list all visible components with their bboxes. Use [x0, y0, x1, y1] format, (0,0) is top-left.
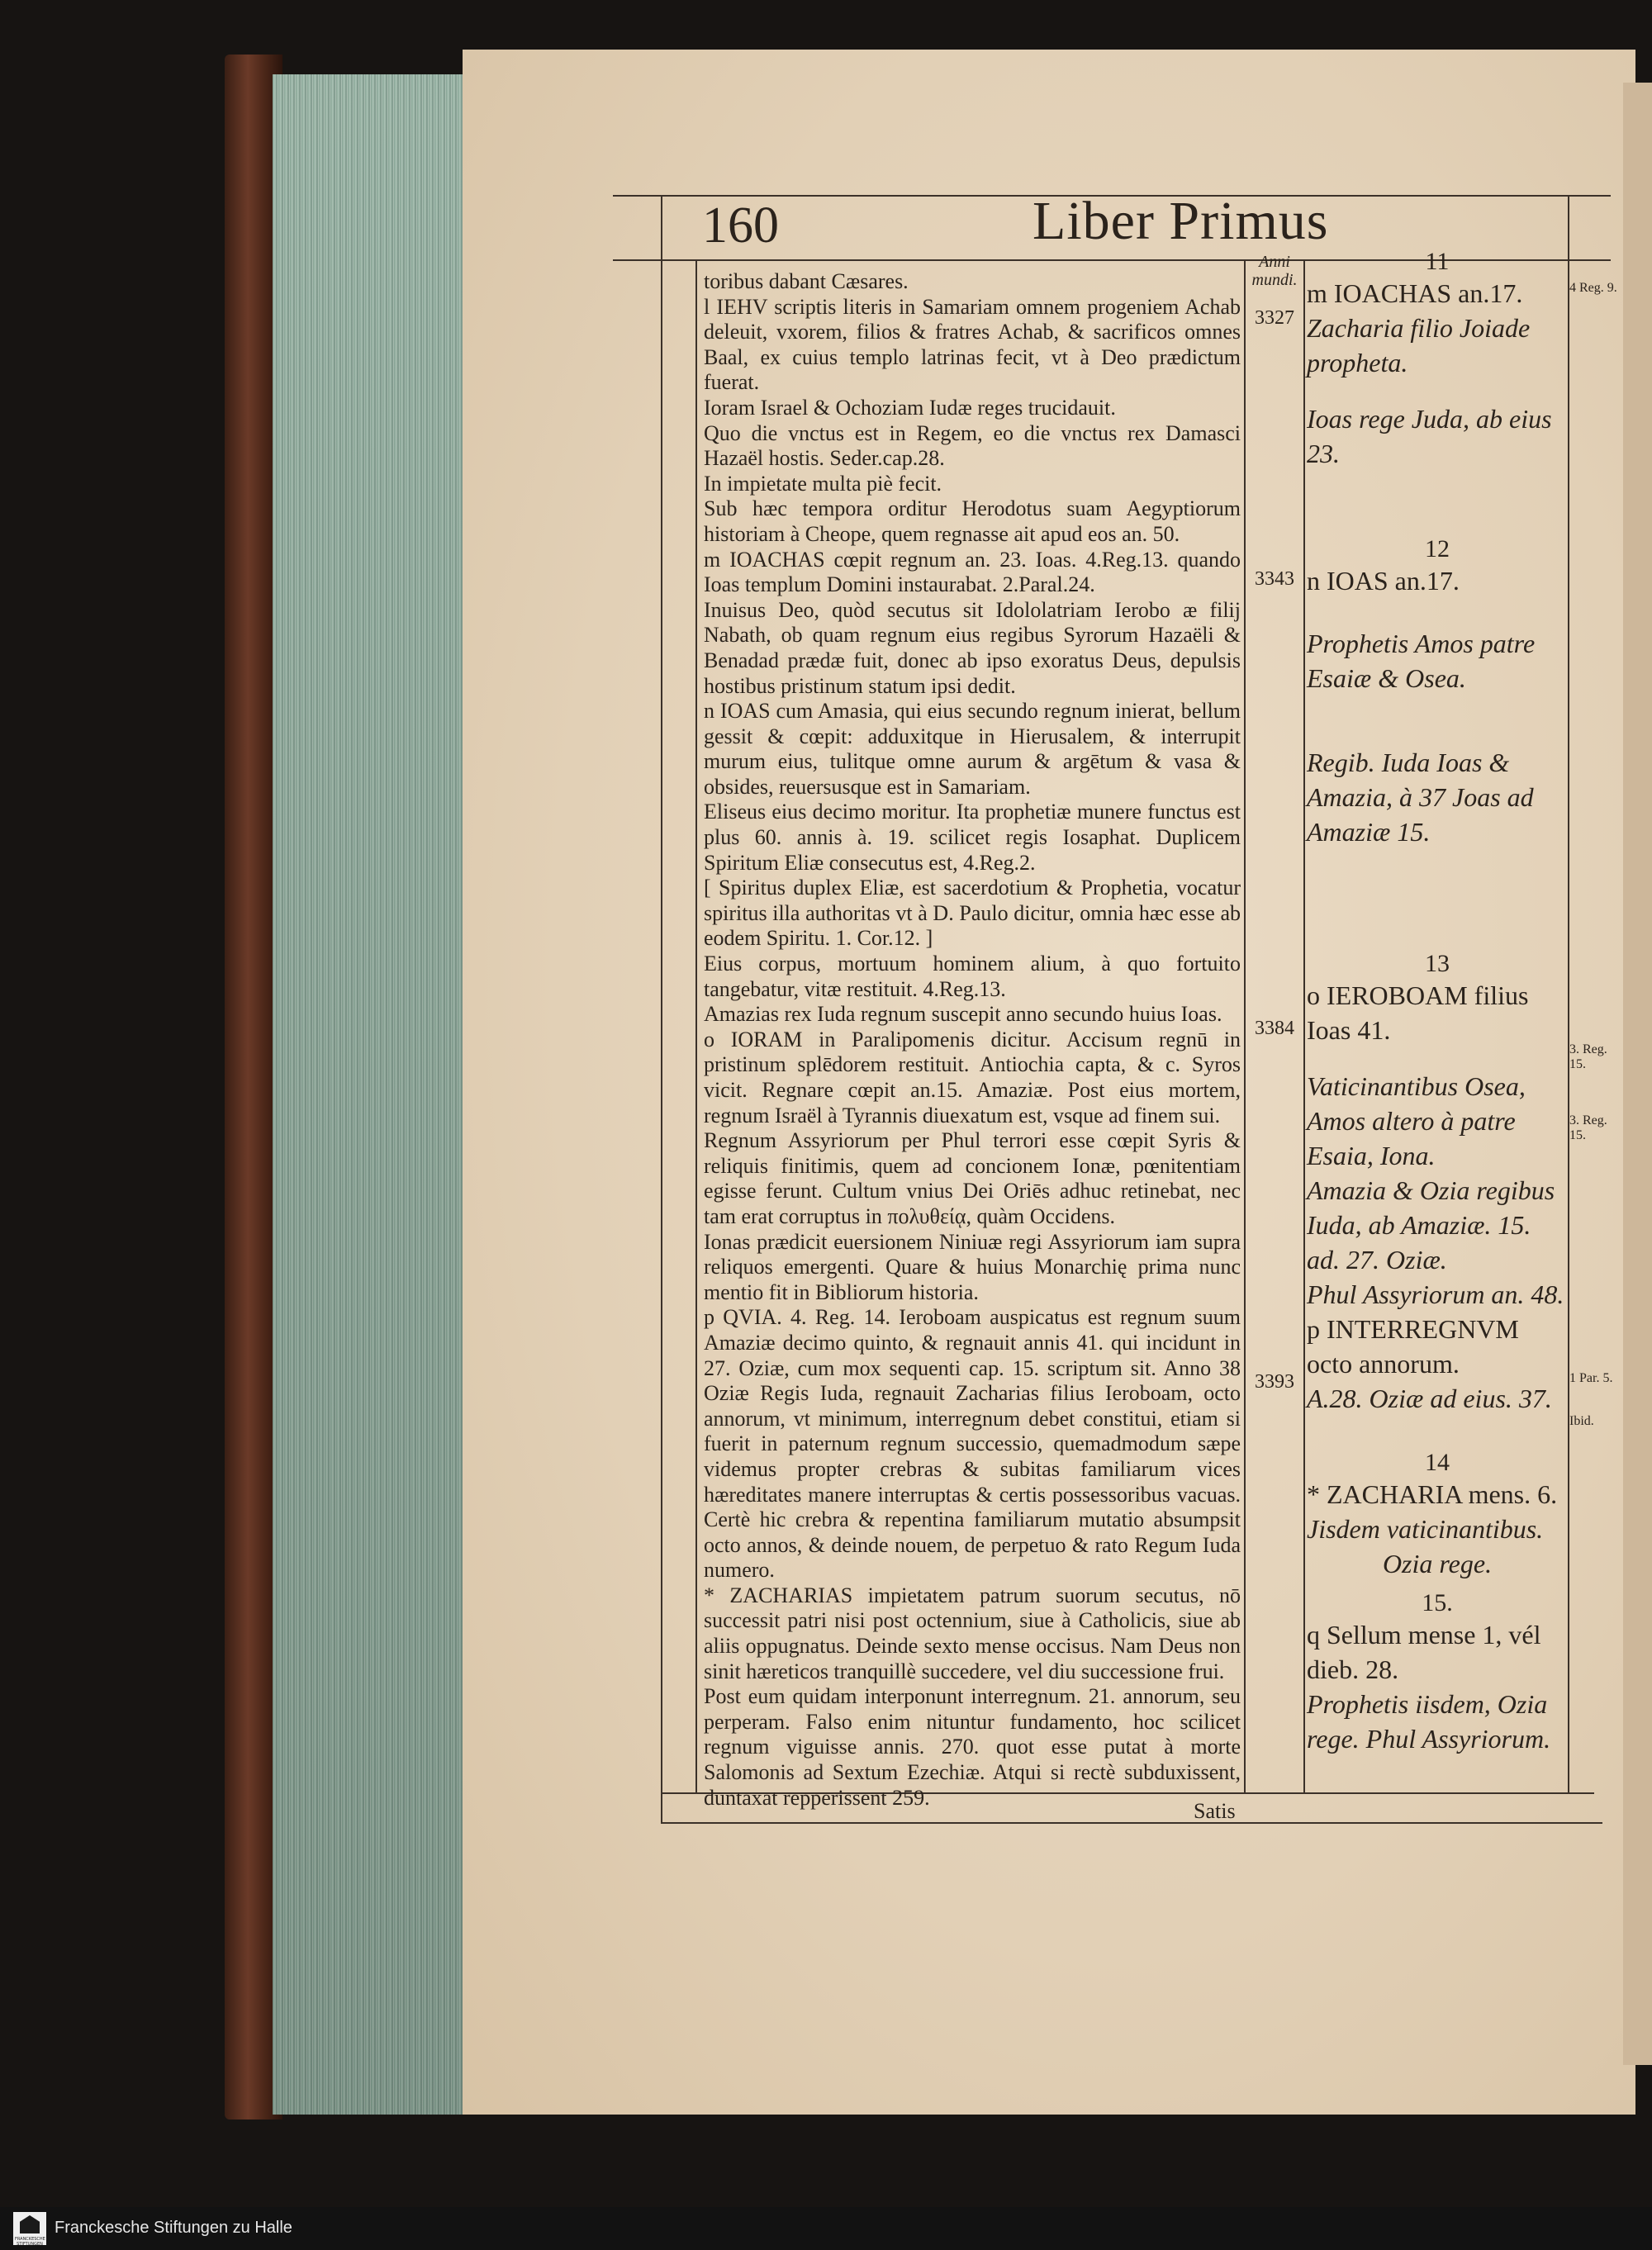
paragraph: p QVIA. 4. Reg. 14. Ieroboam auspicatus est regnum suum Amaziæ decimo quinto, & regnauit annis 41. qui incidunt in 27. Oziæ, cum mox sequenti cap. 15. scriptum sit. Anno 38 Oziæ Regis Iuda, regnauit Zacharias filius Ieroboam, octo annorum, vt minimum, interregnum debet constitui, etiam si fuerit in paternum regnum successio, quemadmodum sæpe videmus propter crebras & subitas familiarum vices hæreditates manere interruptas & certis possessoribus vacuas. Certè hic crebra & repentina familiarum mutatio absumpsit octo annos, & deinde nouem, de perpetuo & rato Regum Iuda numero. — [704, 1305, 1241, 1583]
main-text-column — [704, 269, 1241, 1811]
paragraph: Sub hæc tempora orditur Herodotus suam Aegyptiorum historiam à Cheope, quem regnasse ait apud eos an. 50. — [704, 496, 1241, 546]
reign-number: 14 — [1425, 1449, 1450, 1476]
margin-note: Ibid. — [1569, 1414, 1594, 1428]
logo-caption: FRANCKESCHE STIFTUNGEN — [15, 2237, 45, 2247]
paragraph: Inuisus Deo, quòd secutus sit Idololatriam Ierobo æ filij Nabath, ob quam regnum eius regibus Syrorum Hazaëli & Benadad prædæ fuit, donec ab ipso exoratus Deus, depulsis hostibus pristinum statum ipsi dedit. — [704, 597, 1241, 698]
year-label: 3393 — [1255, 1371, 1294, 1393]
reign-note: Prophetis iisdem, Ozia rege. Phul Assyriorum. — [1307, 1689, 1551, 1754]
page-block-edges — [273, 74, 471, 2115]
paragraph: * ZACHARIAS impietatem patrum suorum secutus, nō successit patri nisi post octennium, siue à Catholicis, siue ab aliis oppugnatus. Deinde sexto mense occisus. Nam Deus non sinit hæreticos tranquillè succedere, vel diu successione frui. — [704, 1583, 1241, 1683]
reign-note: A.28. Oziæ ad eius. 37. — [1307, 1384, 1552, 1413]
footer-bar — [0, 2207, 1652, 2250]
reign-number: 12 — [1425, 535, 1450, 562]
bottom-rule — [661, 1822, 1602, 1824]
reign-entry: m IOACHAS an.17. — [1307, 278, 1523, 308]
reign-entry: o IEROBOAM filius Ioas 41. — [1307, 980, 1529, 1045]
reign-entry: p INTERREGNVM octo annorum. — [1307, 1314, 1519, 1379]
reign-number: 15. — [1422, 1589, 1453, 1616]
reign-number: 13 — [1425, 950, 1450, 977]
institution-name: Franckesche Stiftungen zu Halle — [55, 2219, 292, 2237]
reign-note: Phul Assyriorum an. 48. — [1307, 1279, 1564, 1309]
reign-note: Vaticinantibus Osea, Amos altero à patre Esaia, Iona. — [1307, 1071, 1526, 1170]
paragraph: Ionas prædicit euersionem Niniuæ regi Assyriorum iam supra reliquos emergenti. Quare & huius Monarchię prima nunc mentio fit in Bibliorum historia. — [704, 1229, 1241, 1304]
logo-mark-icon — [20, 2215, 40, 2233]
paragraph: In impietate multa piè fecit. — [704, 471, 942, 496]
margin-note: 1 Par. 5. — [1569, 1371, 1613, 1385]
page-number: 160 — [702, 197, 779, 254]
year-label: 3327 — [1255, 307, 1294, 329]
reign-block-13 — [1307, 950, 1568, 1416]
paragraph: l IEHV scriptis literis in Samariam omnem progeniem Achab deleuit, vxorem, filios & fratres Achab, & sacrificos omnes Baal, ex cuius templo latrinas fecit, vt à Deo prædictum fuerat. — [704, 294, 1241, 395]
paragraph: m IOACHAS cœpit regnum an. 23. Ioas. 4.Reg.13. quando Ioas templum Domini instaurabat. 2.Paral.24. — [704, 547, 1241, 597]
reign-note: Regib. Iuda Ioas & Amazia, à 37 Joas ad Amaziæ 15. — [1307, 748, 1534, 847]
reign-note: Jisdem vaticinantibus. — [1307, 1514, 1544, 1544]
reign-block-14 — [1307, 1449, 1568, 1581]
paragraph: toribus dabant Cæsares. — [704, 269, 909, 293]
paragraph: Regnum Assyriorum per Phul terrori esse cœpit Syris & reliquis finitimis, quem ad concionem Ionæ, pœnitentiam egisse ferunt. Cultum vnius Dei Oriēs adhuc retinebat, nec tam erat corruptus in πολυθείᾳ, quàm Occidens. — [704, 1128, 1241, 1228]
paragraph: [ Spiritus duplex Eliæ, est sacerdotium & Prophetia, vocatur spiritus illa authoritas vt à D. Paulo dicitur, omnia hæc esse ab eodem Spiritu. 1. Cor.12. ] — [704, 876, 1241, 951]
margin-note: 3. Reg. 15. — [1569, 1113, 1607, 1142]
side-right-rule — [1568, 195, 1569, 1792]
paragraph: Amazias rex Iuda regnum suscepit anno secundo huius Ioas. — [704, 1002, 1222, 1027]
reign-block-11 — [1307, 248, 1568, 471]
year-label: 3343 — [1255, 568, 1294, 590]
paragraph: Eius corpus, mortuum hominem alium, à quo fortuito tangebatur, vitæ restituit. 4.Reg.13. — [704, 952, 1241, 1001]
reign-note: Zacharia filio Joiade propheta. — [1307, 313, 1531, 377]
paragraph: Post eum quidam interponunt interregnum. 21. annorum, seu perperam. Falso enim nituntur fundamento, hoc scilicet regnum viguisse annis. 270. quot esse putat à morte Salomonis ad Sextum Ezechiæ. Atqui si rectè subduxissent, duntaxat repperissent 259. — [704, 1684, 1241, 1810]
reign-number: 11 — [1425, 248, 1450, 275]
paragraph: n IOAS cum Amasia, qui eius secundo regnum inierat, bellum gessit & cœpit: adduxitque in Hierusalem, & interrupit murum eius, tulitque omne aurum & argētum & vasa & obsides, reuersusque est in Samariam. — [704, 699, 1241, 799]
reign-entry: q Sellum mense 1, vél dieb. 28. — [1307, 1620, 1541, 1684]
paragraph: Ioram Israel & Ochoziam Iudæ reges trucidauit. — [704, 395, 1116, 420]
reign-entry: * ZACHARIA mens. 6. — [1307, 1479, 1558, 1509]
paragraph: Quo die vnctus est in Regem, eo die vnctus rex Damasci Hazaël hostis. Seder.cap.28. — [704, 420, 1241, 471]
margin-note: 3. Reg. 15. — [1569, 1042, 1607, 1071]
paragraph: o IORAM in Paralipomenis dicitur. Accisum regnū in pristinum splēdorem restituit. Antiochia capta, & c. Syros vicit. Regnare cœpit an.15. Amaziæ. Post eius mortem, regnum Israël à Tyrannis diuexatum est, vsque ad finem sui. — [704, 1027, 1241, 1127]
facing-page-edge — [1623, 83, 1652, 2065]
catchword: Satis — [1194, 1799, 1236, 1823]
inner-left-rule — [695, 259, 697, 1792]
margin-note: 4 Reg. 9. — [1569, 281, 1617, 295]
paragraph: Eliseus eius decimo moritur. Ita prophetiæ munere functus est plus 60. annis à. 19. scilicet regis Iosaphat. Duplicem Spiritum Eliæ consecutus est, 4.Reg.2. — [704, 800, 1241, 875]
reign-block-12 — [1307, 535, 1568, 849]
institution-logo — [13, 2212, 46, 2245]
year-label: 3384 — [1255, 1018, 1294, 1039]
reign-note: Ozia rege. — [1382, 1549, 1493, 1578]
reign-block-15 — [1307, 1589, 1568, 1756]
reign-note: Prophetis Amos patre Esaiæ & Osea. — [1307, 629, 1536, 693]
outer-left-rule — [661, 195, 662, 1822]
anni-mundi-header: Anni mundi. — [1251, 253, 1298, 289]
reign-note: Amazia & Ozia regibus Iuda, ab Amaziæ. 15. ad. 27. Oziæ. — [1307, 1175, 1555, 1275]
reign-entry: n IOAS an.17. — [1307, 566, 1460, 596]
annus-right-rule — [1303, 259, 1305, 1792]
reign-note: Ioas rege Juda, ab eius 23. — [1307, 404, 1552, 468]
running-title: Liber Primus — [1032, 191, 1329, 251]
